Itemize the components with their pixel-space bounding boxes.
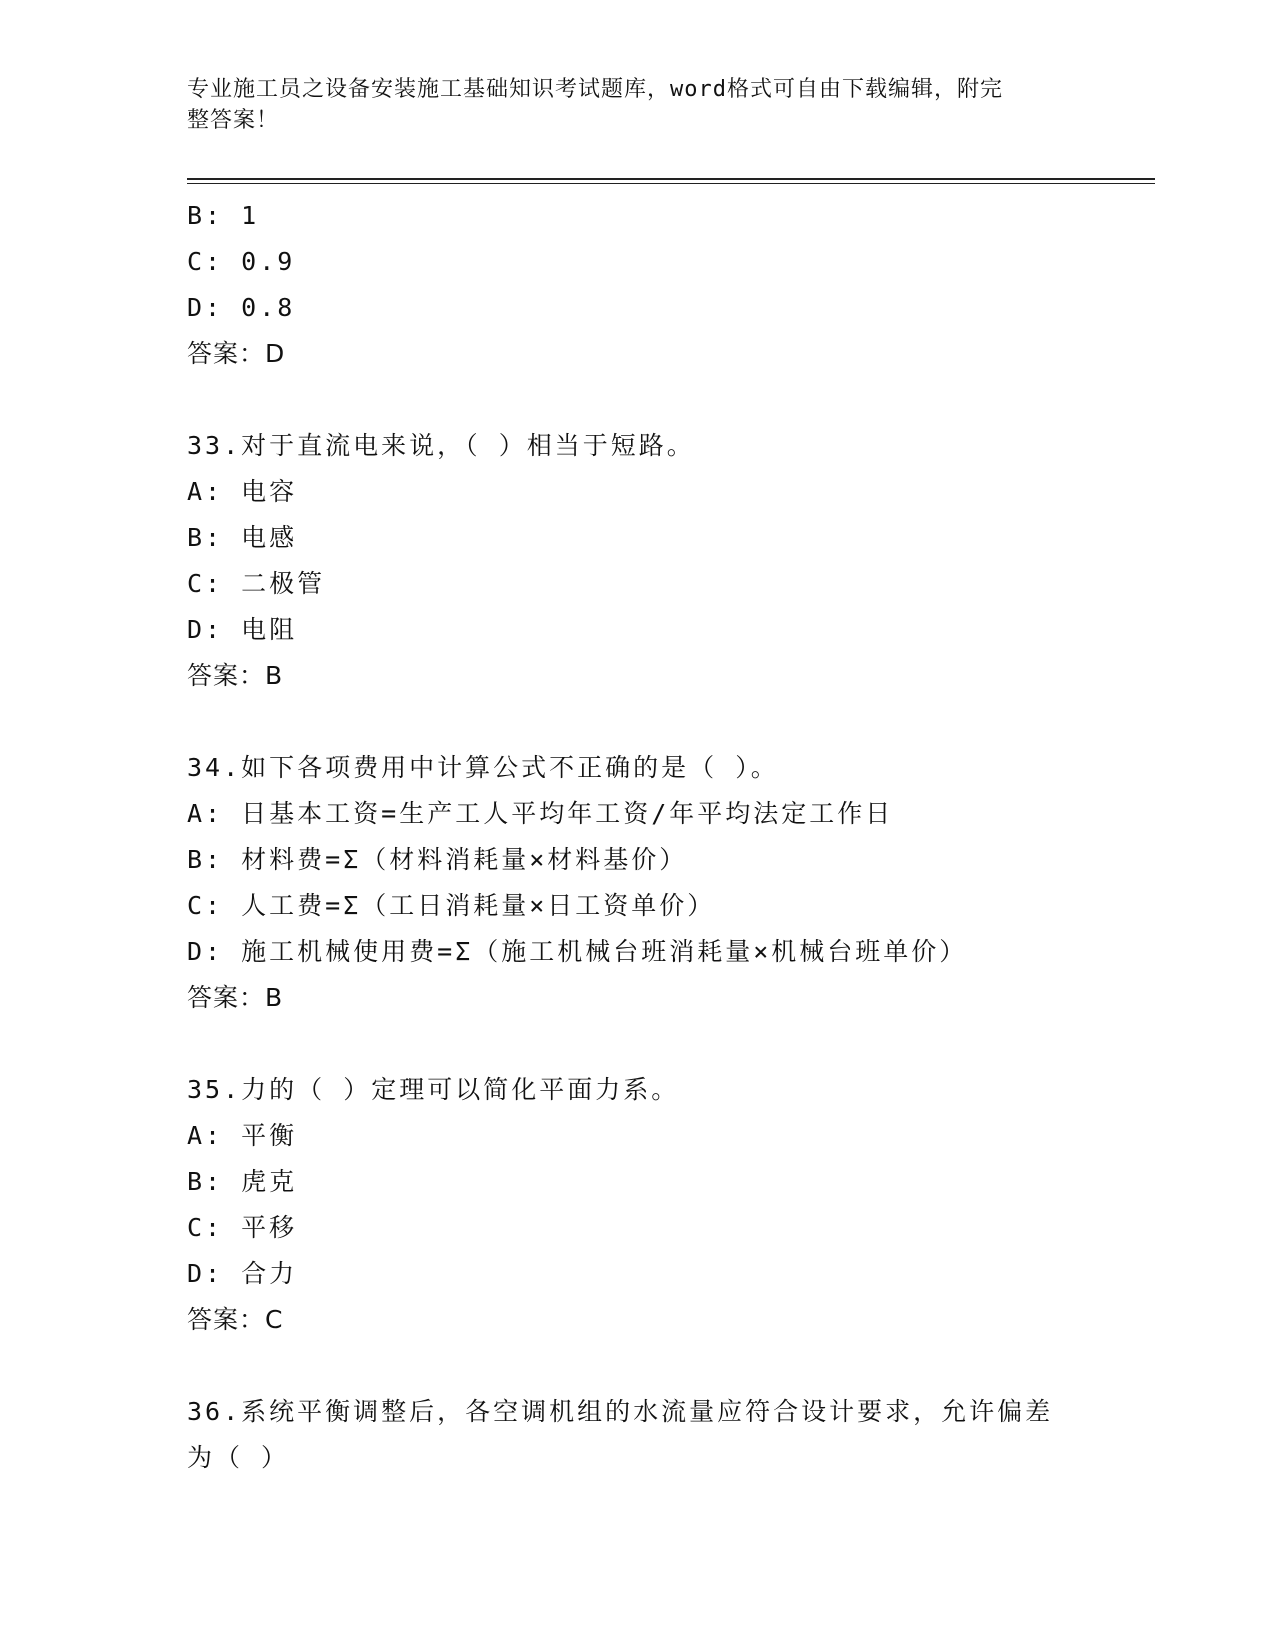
question-stem-line-1: 36.系统平衡调整后，各空调机组的水流量应符合设计要求，允许偏差	[187, 1397, 1054, 1426]
answer-line: 答案：B	[187, 661, 284, 690]
question-34	[187, 745, 1157, 1021]
answer-line: 答案：C	[187, 1305, 284, 1334]
answer-line: 答案：B	[187, 983, 284, 1012]
document-header	[187, 74, 1067, 136]
option-b: B: 1	[187, 201, 260, 230]
option-d: D: 合力	[187, 1259, 298, 1288]
header-line-1: 专业施工员之设备安装施工基础知识考试题库，word格式可自由下载编辑，附完	[187, 77, 1003, 102]
option-a: A: 电容	[187, 477, 298, 506]
option-a: A: 日基本工资=生产工人平均年工资/年平均法定工作日	[187, 799, 894, 828]
header-divider-thick	[187, 178, 1155, 180]
question-32-continuation	[187, 193, 1157, 377]
option-c: C: 二极管	[187, 569, 326, 598]
option-b: B: 材料费=Σ（材料消耗量×材料基价）	[187, 845, 688, 874]
question-list	[187, 193, 1157, 1481]
option-d: D: 0.8	[187, 293, 296, 322]
option-b: B: 虎克	[187, 1167, 298, 1196]
header-line-2: 整答案！	[187, 108, 280, 133]
option-c: C: 0.9	[187, 247, 296, 276]
question-stem: 33.对于直流电来说，（ ）相当于短路。	[187, 431, 695, 460]
question-35	[187, 1067, 1157, 1343]
option-b: B: 电感	[187, 523, 298, 552]
option-a: A: 平衡	[187, 1121, 298, 1150]
option-d: D: 电阻	[187, 615, 298, 644]
answer-line: 答案：D	[187, 339, 286, 368]
option-c: C: 平移	[187, 1213, 298, 1242]
question-stem-line-2: 为（ ）	[187, 1443, 290, 1472]
question-stem: 35.力的（ ）定理可以简化平面力系。	[187, 1075, 680, 1104]
question-33	[187, 423, 1157, 699]
question-36	[187, 1389, 1157, 1481]
option-d: D: 施工机械使用费=Σ（施工机械台班消耗量×机械台班单价）	[187, 937, 968, 966]
question-stem: 34.如下各项费用中计算公式不正确的是（ ）。	[187, 753, 779, 782]
option-c: C: 人工费=Σ（工日消耗量×日工资单价）	[187, 891, 716, 920]
header-divider-thin	[187, 183, 1155, 184]
